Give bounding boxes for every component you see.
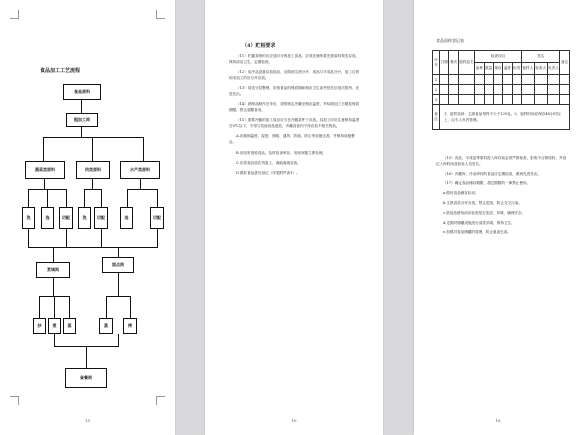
column-header: 备注 bbox=[560, 51, 570, 75]
flow-connector bbox=[66, 189, 67, 207]
paragraph: （12）用冷冻设备存放食品，应做到生熟分开、成品与半成品分开，加工过的和未加工的应分开存放。 bbox=[229, 70, 360, 80]
paragraph: （15）需要冷藏的加工食品应当在冷藏条件下存放。其加工时应注意保持温度在0℃以下，不得与其他食品混放，冷藏设备内不得存放不相关物品。 bbox=[229, 118, 360, 129]
flow-connector bbox=[66, 229, 67, 247]
flow-connector bbox=[53, 278, 54, 296]
paragraph: e.加强对食品储藏的管理，防止鼠害虫害。 bbox=[443, 230, 511, 235]
flow-step: 洗 bbox=[22, 207, 35, 229]
flow-step: 烤 bbox=[123, 318, 137, 334]
crop-mark bbox=[156, 10, 165, 19]
row-index: 1 bbox=[433, 75, 440, 85]
column-header: 负责人 bbox=[547, 63, 560, 75]
flow-step: 蒸 bbox=[63, 318, 76, 334]
flow-connector bbox=[28, 189, 29, 207]
flow-connector bbox=[84, 189, 85, 207]
page-number: 16 bbox=[291, 418, 297, 423]
flow-node-process: 粗加工间 bbox=[66, 113, 98, 127]
flow-connector bbox=[84, 189, 101, 190]
paragraph: （11）贮藏食物的后应及时分拣加工食品，应须先储所要先按原料按类存放，保持清洁卫生，定期检查。 bbox=[229, 54, 360, 64]
column-header: 检查人 bbox=[534, 63, 547, 75]
document-page-1 bbox=[0, 0, 175, 435]
remark-label: 备注 bbox=[433, 105, 440, 130]
table-title: 食品留样登记表 bbox=[436, 38, 464, 43]
body-text bbox=[436, 156, 568, 240]
paragraph: A.应做到温度、湿度、照明、通风、防鼠、防尘等设施完善，并保持设施整洁。 bbox=[229, 134, 355, 145]
flow-step: 洗 bbox=[78, 207, 91, 229]
column-group-header: 签名 bbox=[521, 51, 560, 63]
flow-connector bbox=[157, 189, 158, 207]
column-header: 标签 bbox=[512, 63, 521, 75]
flow-node-category: 蔬菜类原料 bbox=[25, 161, 65, 179]
flow-node-room: 烹调间 bbox=[36, 262, 70, 278]
flow-connector bbox=[118, 273, 119, 296]
document-page-2 bbox=[205, 0, 383, 435]
flow-connector bbox=[69, 296, 70, 318]
flow-node-top: 食品原料 bbox=[63, 84, 101, 100]
column-header: 留样品名 bbox=[458, 51, 474, 75]
document-page-3 bbox=[414, 0, 582, 435]
flow-step: 选 bbox=[41, 207, 54, 229]
crop-mark bbox=[156, 396, 165, 405]
flow-connector bbox=[47, 189, 48, 207]
paragraph: b.生熟食品分开存放，禁止混放，防止交叉污染。 bbox=[443, 200, 522, 205]
flow-connector bbox=[92, 137, 93, 161]
column-header: 留样人 bbox=[521, 63, 534, 75]
paragraph: （17）确定食品储存期限，超过期限的一律禁止使用。 bbox=[443, 181, 531, 186]
flow-connector bbox=[28, 229, 29, 247]
paragraph: a.做好食品储存标识。 bbox=[443, 191, 479, 196]
flow-connector bbox=[157, 229, 158, 247]
flow-connector bbox=[54, 296, 55, 318]
flow-connector bbox=[118, 247, 119, 257]
column-header: 保存 bbox=[493, 63, 502, 75]
flow-connector bbox=[86, 346, 87, 368]
flow-connector bbox=[43, 137, 143, 138]
flow-connector bbox=[106, 296, 130, 297]
page-number: 15 bbox=[84, 418, 91, 423]
paragraph: c.熟食品使用前应检查是否变质、异味，确保安全。 bbox=[443, 210, 526, 215]
flow-step: 切配 bbox=[94, 207, 108, 229]
column-group-header: 检查项目 bbox=[475, 51, 522, 63]
paragraph: （14）熟制品制作完毕后，须按规定冷藏至相应温度，并标明加工日期及保质期限，禁止超期食用。 bbox=[229, 102, 360, 113]
flow-connector bbox=[143, 137, 144, 161]
paragraph: C.应将食品放在货架上，离地离墙存放。 bbox=[236, 160, 301, 165]
flow-connector bbox=[106, 296, 107, 318]
row-index: 2 bbox=[433, 85, 440, 95]
body-text bbox=[229, 54, 361, 181]
flow-node-category: 肉类原料 bbox=[76, 161, 110, 179]
flow-connector bbox=[43, 137, 44, 161]
column-header: 日期 bbox=[440, 51, 449, 75]
paragraph: （13）同类分层整理，应按食品的保质期和相应卫生条件按先后批次排列，先进先出。 bbox=[229, 86, 360, 96]
paragraph: （15）食品、半成品等原料进入库存前必须严格检查，拒收不合格原料，并登记入库时间及检验人员签名。 bbox=[436, 156, 567, 166]
flow-connector bbox=[118, 334, 119, 346]
flow-connector bbox=[127, 189, 128, 207]
flowchart-title: 食品加工工艺流程 bbox=[40, 68, 81, 74]
flow-step: 选 bbox=[120, 207, 133, 229]
paragraph: D.做好食品进出登记（详见附件表1）。 bbox=[236, 171, 300, 176]
flow-step: 切配 bbox=[59, 207, 73, 229]
page-number: 16 bbox=[495, 418, 501, 423]
column-header: 品种 bbox=[475, 63, 484, 75]
flow-connector bbox=[101, 229, 102, 247]
crop-mark bbox=[10, 10, 19, 19]
crop-mark bbox=[10, 396, 19, 405]
paragraph: d.定期对储藏设施进行清洗消毒，保持卫生。 bbox=[443, 220, 515, 225]
flow-step: 煮 bbox=[48, 318, 61, 334]
flow-connector bbox=[140, 179, 141, 189]
column-header: 数量 bbox=[484, 63, 493, 75]
flow-connector bbox=[81, 127, 82, 137]
section-heading: （4）贮相要求 bbox=[242, 43, 276, 49]
column-header: 序号 bbox=[433, 51, 440, 75]
flow-connector bbox=[53, 247, 54, 262]
flow-step: 切配 bbox=[150, 207, 164, 229]
flow-connector bbox=[127, 189, 157, 190]
paragraph: B.应经常查验食品，及时检查库存，发现问题立即处理。 bbox=[236, 150, 327, 155]
flow-connector bbox=[101, 189, 102, 207]
flow-connector bbox=[28, 247, 158, 248]
flow-connector bbox=[44, 179, 45, 189]
row-index: 3 bbox=[433, 95, 440, 105]
flow-connector bbox=[130, 296, 131, 318]
remark-text: 1、留样品种：主副食品每样不少于125克。2、留样时间应保存48小时以上，由专人负责管理。 bbox=[440, 105, 570, 130]
flow-connector bbox=[39, 296, 40, 318]
flow-step: 蒸 bbox=[99, 318, 113, 334]
flow-connector bbox=[81, 100, 82, 113]
flow-node-final: 备餐间 bbox=[65, 368, 107, 388]
flow-node-room: 面点间 bbox=[102, 257, 134, 273]
flow-connector bbox=[92, 179, 93, 189]
flow-step: 炒 bbox=[33, 318, 46, 334]
paragraph: （16）冷藏库、冷冻库内的食品应定期检查，做到先进先出。 bbox=[443, 171, 542, 176]
column-header: 温度 bbox=[503, 63, 512, 75]
column-header: 餐次 bbox=[449, 51, 458, 75]
flow-node-category: 水产类原料 bbox=[120, 161, 160, 179]
sample-record-table bbox=[432, 50, 570, 130]
flow-connector bbox=[54, 334, 55, 346]
